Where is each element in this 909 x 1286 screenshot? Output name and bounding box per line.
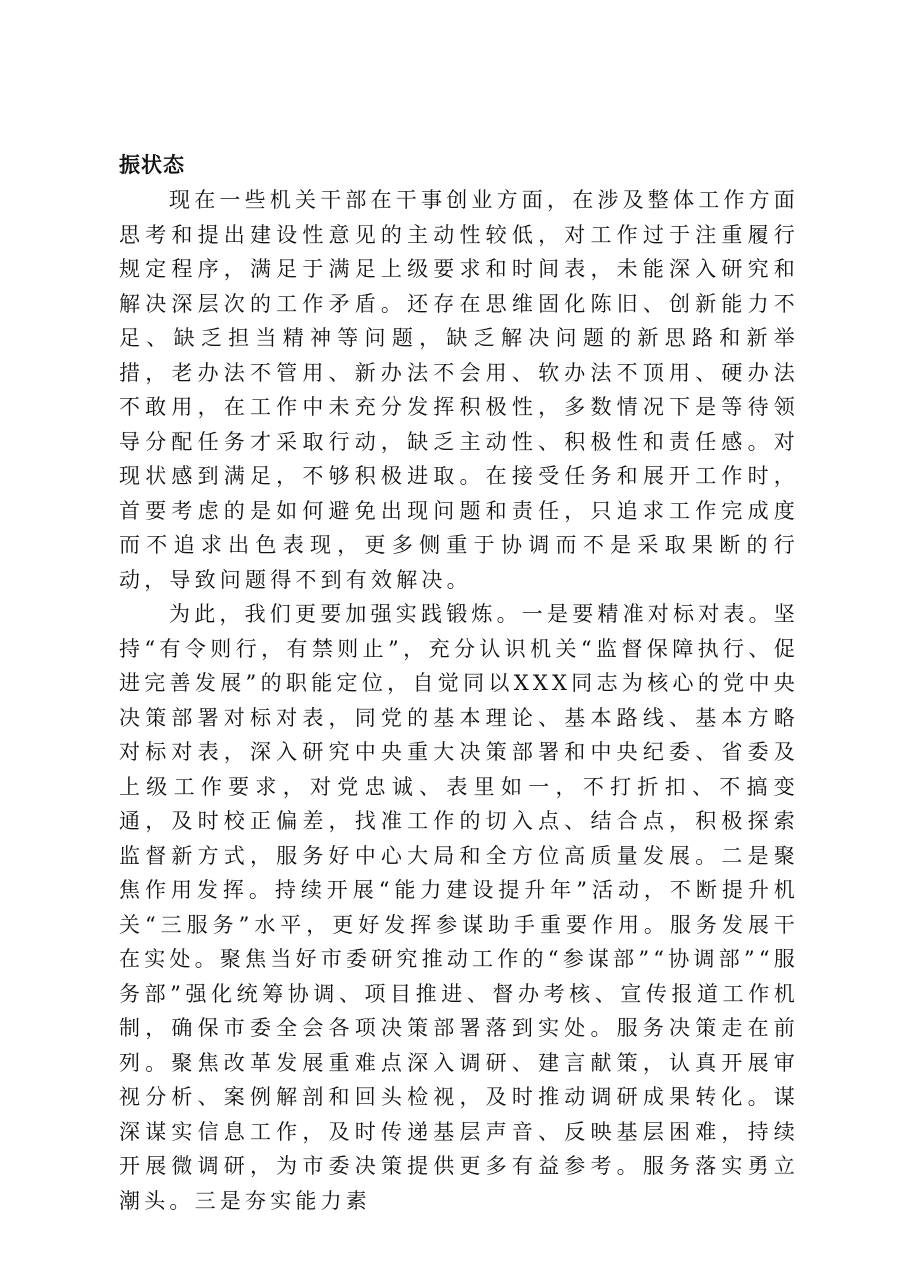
paragraph-1: 现在一些机关干部在干事创业方面，在涉及整体工作方面思考和提出建设性意见的主动性较低，对工作过于注重履行规定程序，满足于满足上级要求和时间表，未能深入研究和解决深层次的工作矛盾。还存在思维固化陈旧、创新能力不足、缺乏担当精神等问题，缺乏解决问题的新思路和新举措，老办法不管用、新办法不会用、软办法不顶用、硬办法不敢用，在工作中未充分发挥积极性，多数情况下是等待领导分配任务才采取行动，缺乏主动性、积极性和责任感。对现状感到满足，不够积极进取。在接受任务和展开工作时，首要考虑的是如何避免出现问题和责任，只追求工作完成度而不追求出色表现，更多侧重于协调而不是采取果断的行动，导致问题得不到有效解决。: [119, 188, 799, 592]
section-heading: 振状态: [119, 153, 185, 177]
document-body: [119, 147, 799, 1218]
paragraph-2: 为此，我们更要加强实践锻炼。一是要精准对标对表。坚持“有令则行，有禁则止”，充分认识机关“监督保障执行、促进完善发展”的职能定位，自觉同以XXX同志为核心的党中央决策部署对标对表，同党的基本理论、基本路线、基本方略对标对表，深入研究中央重大决策部署和中央纪委、省委及上级工作要求，对党忠诚、表里如一，不打折扣、不搞变通，及时校正偏差，找准工作的切入点、结合点，积极探索监督新方式，服务好中心大局和全方位高质量发展。二是聚焦作用发挥。持续开展“能力建设提升年”活动，不断提升机关“三服务”水平，更好发挥参谋助手重要作用。服务发展干在实处。聚焦当好市委研究推动工作的“参谋部”“协调部”“服务部”强化统筹协调、项目推进、督办考核、宣传报道工作机制，确保市委全会各项决策部署落到实处。服务决策走在前列。聚焦改革发展重难点深入调研、建言献策，认真开展审视分析、案例解剖和回头检视，及时推动调研成果转化。谋深谋实信息工作，及时传递基层声音、反映基层困难，持续开展微调研，为市委决策提供更多有益参考。服务落实勇立潮头。三是夯实能力素: [119, 602, 799, 1213]
